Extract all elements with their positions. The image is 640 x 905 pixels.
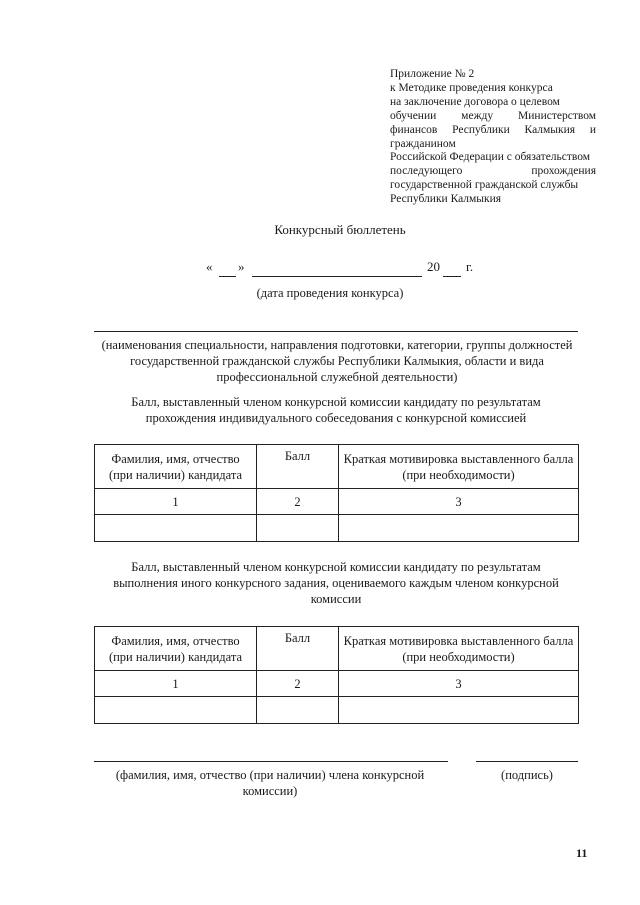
member-name-line	[94, 761, 448, 762]
header-candidate-name: Фамилия, имя, отчество (при наличии) кандидата	[95, 627, 257, 671]
column-number: 1	[95, 489, 257, 515]
date-caption: (дата проведения конкурса)	[256, 286, 404, 300]
date-close-quote: »	[238, 259, 245, 274]
table-number-row	[95, 489, 579, 515]
page-number: 11	[576, 846, 588, 860]
appendix-line: Российской Федерации с обязательством	[390, 151, 591, 164]
table-row	[95, 515, 579, 542]
table-header-row	[95, 627, 579, 671]
signature-line	[476, 761, 578, 762]
appendix-line: последующего прохождения	[390, 165, 596, 178]
column-number: 1	[95, 671, 257, 697]
section2-heading: Балл, выставленный членом конкурсной комиссии кандидату по результатам выполнения иного конкурсного задания, оцениваемого каждым членом конкурсной комиссии	[113, 560, 559, 606]
page-title: Конкурсный бюллетень	[274, 222, 406, 237]
header-reason: Краткая мотивировка выставленного балла (при необходимости)	[339, 627, 579, 671]
signature-caption: (подпись)	[501, 768, 553, 782]
specialty-line	[94, 331, 578, 332]
table-number-row	[95, 671, 579, 697]
appendix-line: обучении между Министерством	[390, 109, 596, 122]
date-month-line	[252, 276, 422, 277]
header-candidate-name: Фамилия, имя, отчество (при наличии) кандидата	[95, 445, 257, 489]
column-number: 3	[339, 671, 579, 697]
appendix-line: к Методике проведения конкурса	[390, 81, 553, 94]
header-score: Балл	[257, 445, 339, 489]
table-header-row	[95, 445, 579, 489]
date-year-suffix: г.	[466, 259, 474, 274]
column-number: 2	[257, 489, 339, 515]
header-score: Балл	[257, 627, 339, 671]
date-day-line	[219, 276, 236, 277]
appendix-line: на заключение договора о целевом	[390, 95, 560, 108]
appendix-line: Приложение № 2	[390, 68, 475, 80]
appendix-line: Республики Калмыкия	[390, 193, 502, 206]
appendix-line: государственной гражданской службы	[390, 179, 579, 192]
input-cell-reason[interactable]	[339, 515, 579, 542]
date-year-line	[443, 276, 461, 277]
member-name-caption: (фамилия, имя, отчество (при наличии) члена конкурсной комиссии)	[115, 768, 425, 798]
column-number: 2	[257, 671, 339, 697]
input-cell-score[interactable]	[257, 515, 339, 542]
section1-heading: Балл, выставленный членом конкурсной комиссии кандидату по результатам прохождения индивидуального собеседования с конкурсной комиссией	[131, 395, 541, 425]
appendix-note	[390, 68, 596, 207]
input-cell-candidate[interactable]	[95, 697, 257, 724]
header-reason: Краткая мотивировка выставленного балла (при необходимости)	[339, 445, 579, 489]
date-year-prefix: 20	[427, 259, 440, 274]
input-cell-score[interactable]	[257, 697, 339, 724]
specialty-caption: (наименования специальности, направления подготовки, категории, группы должностей государственной гражданской службы Республики Калмыкия, области и вида профессиональной служебной деятельности)	[101, 338, 573, 384]
column-number: 3	[339, 489, 579, 515]
appendix-line: гражданином	[390, 137, 456, 150]
input-cell-candidate[interactable]	[95, 515, 257, 542]
input-cell-reason[interactable]	[339, 697, 579, 724]
score-table-interview	[94, 444, 579, 542]
table-row	[95, 697, 579, 724]
score-table-task	[94, 626, 579, 724]
appendix-line: финансов Республики Калмыкия и	[390, 123, 596, 136]
date-open-quote: «	[206, 259, 213, 274]
